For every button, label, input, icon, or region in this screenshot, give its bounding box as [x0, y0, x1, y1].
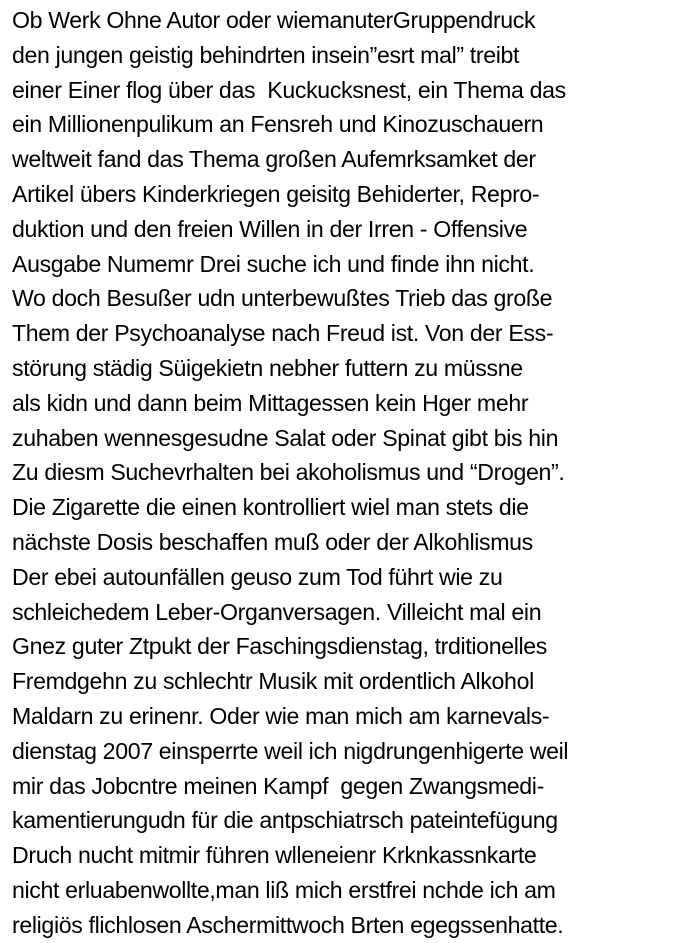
- text-line: Ob Werk Ohne Autor oder wiemanuterGruppendruck: [12, 7, 536, 33]
- text-line: duktion und den freien Willen in der Irren - Offensive: [12, 215, 528, 242]
- text-line: Ausgabe Numemr Drei suche ich und finde ihn nicht.: [12, 250, 535, 277]
- text-line: Artikel übers Kinderkriegen geisitg Behiderter, Repro-: [12, 180, 540, 207]
- text-line: Fremdgehn zu schlechtr Musik mit ordentlich Alkohol: [12, 668, 534, 695]
- text-line: als kidn und dann beim Mittagessen kein Hger mehr: [12, 389, 529, 416]
- text-line: Die Zigarette die einen kontrolliert wiel man stets die: [12, 494, 529, 521]
- text-line: dienstag 2007 einsperrte weil ich nigdrungenhigerte weil: [12, 737, 569, 764]
- text-line: Maldarn zu erinenr. Oder wie man mich am karnevals-: [12, 702, 550, 729]
- body-text: [12, 3, 682, 943]
- text-line: nächste Dosis beschaffen muß oder der Alkohlismus: [12, 528, 533, 555]
- text-line: zuhaben wennesgesudne Salat oder Spinat gibt bis hin: [12, 424, 559, 451]
- text-line: Them der Psychoanalyse nach Freud ist. Von der Ess-: [12, 320, 554, 347]
- text-line: den jungen geistig behindrten insein”esrt mal” treibt: [12, 41, 520, 68]
- text-line: Gnez guter Ztpukt der Faschingsdienstag, trditionelles: [12, 633, 548, 660]
- text-line: Druch nucht mitmir führen wlleneienr Krknkassnkarte: [12, 842, 537, 869]
- text-line: kamentierungudn für die antpschiatrsch pateintefügung: [12, 807, 558, 834]
- text-line: religiös flichlosen Aschermittwoch Brten egegssenhatte.: [12, 911, 564, 938]
- text-line: schleichedem Leber-Organversagen. Villeicht mal ein: [12, 598, 542, 625]
- text-line: Wo doch Besußer udn unterbewußtes Trieb das große: [12, 285, 553, 312]
- text-line: Der ebei autounfällen geuso zum Tod führt wie zu: [12, 563, 503, 590]
- text-line: störung städig Süigekietn nebher futtern zu müssne: [12, 354, 523, 381]
- text-line: ein Millionenpulikum an Fensreh und Kinozuschauern: [12, 111, 544, 138]
- text-line: Zu diesm Suchevrhalten bei akoholismus und “Drogen”.: [12, 459, 565, 486]
- text-line: weltweit fand das Thema großen Aufemrksamket der: [12, 146, 536, 173]
- text-line: mir das Jobcntre meinen Kampf gegen Zwangsmedi-: [12, 772, 544, 799]
- text-line: nicht erluabenwollte,man liß mich erstfrei nchde ich am: [12, 876, 556, 903]
- text-line: einer Einer flog über das Kuckucksnest, ein Thema das: [12, 76, 566, 103]
